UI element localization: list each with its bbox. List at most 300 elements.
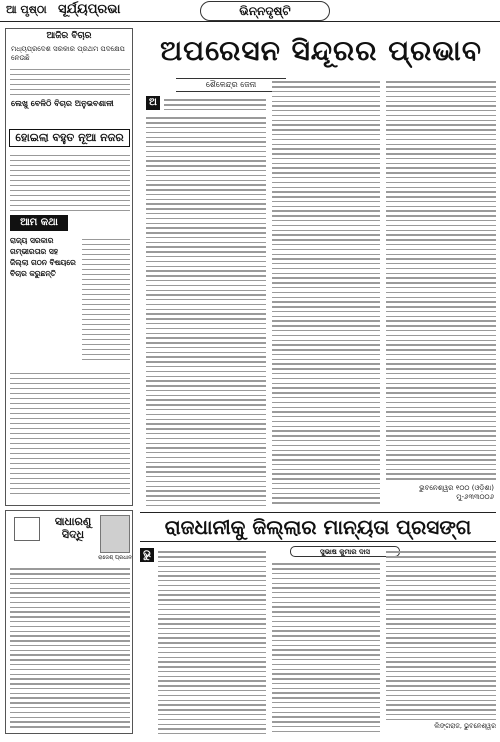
text-line	[158, 714, 266, 715]
text-line	[386, 163, 496, 164]
text-line	[386, 263, 496, 264]
text-line	[10, 578, 130, 579]
second-col3	[386, 548, 496, 720]
text-line	[146, 146, 266, 147]
text-line	[10, 688, 130, 689]
text-line	[386, 220, 496, 221]
main-col1	[146, 114, 266, 506]
text-line	[10, 568, 130, 569]
text-line	[272, 707, 380, 708]
text-line	[272, 430, 380, 431]
text-line	[386, 633, 496, 634]
text-line	[272, 239, 380, 240]
text-line	[272, 120, 380, 121]
text-line	[146, 404, 266, 405]
text-line	[386, 91, 496, 92]
text-line	[386, 580, 496, 581]
text-line	[146, 495, 266, 496]
text-line	[386, 440, 496, 441]
text-line	[146, 433, 266, 434]
text-line	[146, 462, 266, 463]
text-line	[386, 566, 496, 567]
text-line	[272, 621, 380, 622]
text-line	[146, 117, 266, 118]
text-line	[158, 700, 266, 701]
text-line	[158, 590, 266, 591]
text-line	[146, 361, 266, 362]
text-line	[146, 476, 266, 477]
text-line	[146, 251, 266, 252]
text-line	[272, 483, 380, 484]
text-line	[158, 580, 266, 581]
text-line	[10, 707, 130, 708]
aam-side-text	[82, 235, 130, 365]
text-line	[272, 702, 380, 703]
text-line	[272, 359, 380, 360]
text-line	[272, 426, 380, 427]
text-line	[386, 676, 496, 677]
text-line	[386, 234, 496, 235]
text-line	[386, 709, 496, 710]
text-line	[272, 129, 380, 130]
text-line	[158, 724, 266, 725]
text-line	[386, 277, 496, 278]
text-line	[158, 671, 266, 672]
text-line	[272, 407, 380, 408]
text-line	[386, 397, 496, 398]
text-line	[146, 414, 266, 415]
text-line	[10, 592, 130, 593]
text-line	[272, 649, 380, 650]
text-line	[272, 635, 380, 636]
text-line	[158, 676, 266, 677]
text-line	[146, 390, 266, 391]
text-line	[272, 340, 380, 341]
text-line	[386, 426, 496, 427]
text-line	[146, 356, 266, 357]
text-line	[386, 230, 496, 231]
main-col2	[272, 78, 380, 506]
text-line	[386, 614, 496, 615]
text-line	[146, 203, 266, 204]
text-line	[386, 378, 496, 379]
text-line	[10, 611, 130, 612]
text-line	[386, 407, 496, 408]
text-line	[146, 385, 266, 386]
text-line	[386, 637, 496, 638]
text-line	[272, 392, 380, 393]
text-line	[386, 594, 496, 595]
text-line	[386, 244, 496, 245]
text-line	[386, 120, 496, 121]
text-line	[146, 270, 266, 271]
text-line	[272, 158, 380, 159]
text-line	[386, 105, 496, 106]
text-line	[10, 597, 130, 598]
text-line	[386, 719, 496, 720]
newspaper-name: ସୂର୍ଯ୍ୟପ୍ରଭା	[58, 2, 121, 17]
text-line	[272, 215, 380, 216]
text-line	[272, 273, 380, 274]
text-line	[386, 167, 496, 168]
text-line	[272, 254, 380, 255]
text-line	[272, 731, 380, 732]
column-logo-icon	[14, 517, 40, 541]
text-line	[386, 101, 496, 102]
main-col3	[386, 78, 496, 480]
text-line	[272, 440, 380, 441]
text-line	[10, 616, 130, 617]
text-line	[146, 342, 266, 343]
text-line	[146, 419, 266, 420]
text-line	[272, 349, 380, 350]
text-line	[158, 709, 266, 710]
text-line	[272, 488, 380, 489]
text-line	[386, 623, 496, 624]
text-line	[146, 141, 266, 142]
second-headline: ରାଜଧାନୀକୁ ଜିଲ୍ଲାର ମାନ୍ୟତା ପ୍ରସଙ୍ଗ	[140, 512, 496, 542]
text-line	[386, 590, 496, 591]
text-line	[386, 325, 496, 326]
text-line	[146, 151, 266, 152]
text-line	[146, 266, 266, 267]
text-line	[10, 697, 130, 698]
text-line	[272, 602, 380, 603]
text-line	[10, 717, 130, 718]
second-byline: ସୁଭାଷ କୁମାର ଦାସ	[290, 546, 400, 557]
text-line	[272, 411, 380, 412]
text-line	[386, 153, 496, 154]
text-line	[386, 561, 496, 562]
text-line	[272, 659, 380, 660]
text-line	[10, 721, 130, 722]
text-line	[158, 728, 266, 729]
text-line	[272, 669, 380, 670]
text-line	[386, 666, 496, 667]
text-line	[146, 347, 266, 348]
text-line	[386, 335, 496, 336]
left-column	[5, 28, 133, 506]
text-line	[272, 277, 380, 278]
text-line	[272, 163, 380, 164]
text-line	[272, 244, 380, 245]
text-line	[386, 464, 496, 465]
text-line	[272, 587, 380, 588]
text-line	[158, 704, 266, 705]
text-line	[386, 239, 496, 240]
text-line	[146, 337, 266, 338]
text-line	[272, 563, 380, 564]
text-line	[386, 556, 496, 557]
text-line	[272, 210, 380, 211]
text-line	[272, 287, 380, 288]
text-line	[158, 623, 266, 624]
text-line	[272, 712, 380, 713]
text-line	[386, 571, 496, 572]
text-line	[386, 685, 496, 686]
text-line	[272, 335, 380, 336]
text-line	[272, 268, 380, 269]
text-line	[386, 478, 496, 479]
text-line	[386, 647, 496, 648]
text-line	[386, 604, 496, 605]
text-line	[146, 160, 266, 161]
text-line	[272, 683, 380, 684]
text-line	[386, 249, 496, 250]
text-line	[158, 551, 266, 552]
text-line	[386, 225, 496, 226]
text-line	[146, 237, 266, 238]
text-line	[146, 318, 266, 319]
text-line	[272, 249, 380, 250]
text-line	[158, 685, 266, 686]
author-name: ରାଜେଶ୍ ପ୍ରଧାନ	[98, 555, 132, 561]
text-line	[10, 573, 130, 574]
text-line	[146, 490, 266, 491]
text-line	[158, 628, 266, 629]
text-line	[146, 447, 266, 448]
text-line	[10, 669, 130, 670]
sadharanu-text	[10, 565, 130, 731]
text-line	[272, 592, 380, 593]
text-line	[146, 242, 266, 243]
text-line	[272, 320, 380, 321]
text-line	[146, 232, 266, 233]
text-line	[272, 96, 380, 97]
text-line	[272, 354, 380, 355]
text-line	[272, 697, 380, 698]
text-line	[158, 566, 266, 567]
text-line	[272, 220, 380, 221]
left-box-title: ହୋଇଲା ବହୁତ ନୂଆ ନଜର	[9, 129, 130, 147]
text-line	[386, 320, 496, 321]
text-line	[386, 96, 496, 97]
text-line	[146, 486, 266, 487]
text-line	[272, 435, 380, 436]
text-line	[10, 602, 130, 603]
text-line	[146, 199, 266, 200]
text-line	[146, 395, 266, 396]
text-line	[386, 690, 496, 691]
text-line	[386, 454, 496, 455]
text-line	[272, 383, 380, 384]
text-line	[146, 261, 266, 262]
text-line	[386, 680, 496, 681]
text-line	[272, 645, 380, 646]
text-line	[272, 402, 380, 403]
text-line	[146, 309, 266, 310]
text-line	[386, 215, 496, 216]
text-line	[158, 719, 266, 720]
text-line	[272, 664, 380, 665]
text-line	[272, 363, 380, 364]
text-line	[10, 650, 130, 651]
left-quote: ଲେଖୁ ବେଳିଠି ବିଚାର ଅନୁଭବଶାଳୀ	[11, 99, 114, 108]
text-line	[146, 371, 266, 372]
text-line	[272, 454, 380, 455]
main-col1-intro	[164, 96, 266, 112]
text-line	[386, 144, 496, 145]
left-kicker: ଆଜିର ବିଚାର	[46, 31, 92, 41]
text-line	[386, 124, 496, 125]
text-line	[386, 421, 496, 422]
text-line	[386, 473, 496, 474]
text-line	[386, 258, 496, 259]
text-line	[146, 399, 266, 400]
text-line	[10, 674, 130, 675]
text-line	[158, 571, 266, 572]
text-line	[386, 292, 496, 293]
text-line	[272, 478, 380, 479]
text-line	[386, 182, 496, 183]
left-box-text	[10, 151, 130, 213]
second-col2	[272, 560, 380, 734]
text-line	[146, 352, 266, 353]
text-line	[386, 704, 496, 705]
text-line	[272, 306, 380, 307]
text-line	[272, 416, 380, 417]
text-line	[272, 182, 380, 183]
text-line	[386, 618, 496, 619]
text-line	[272, 716, 380, 717]
text-line	[10, 654, 130, 655]
text-line	[386, 430, 496, 431]
text-line	[386, 700, 496, 701]
text-line	[386, 254, 496, 255]
text-line	[386, 340, 496, 341]
text-line	[386, 354, 496, 355]
text-line	[272, 263, 380, 264]
text-line	[386, 115, 496, 116]
text-line	[386, 363, 496, 364]
main-drop-cap: ଅ	[146, 96, 160, 110]
text-line	[272, 101, 380, 102]
text-line	[272, 497, 380, 498]
text-line	[146, 409, 266, 410]
text-line	[146, 471, 266, 472]
text-line	[272, 421, 380, 422]
text-line	[272, 726, 380, 727]
text-line	[146, 466, 266, 467]
text-line	[386, 148, 496, 149]
left-brief: ମଧ୍ୟପ୍ରଦେଶ ସରକାର ପ୍ରଥମ ପଦକ୍ଷେପ ନେଉଛି	[11, 45, 125, 62]
text-line	[158, 690, 266, 691]
text-line	[272, 258, 380, 259]
text-line	[272, 316, 380, 317]
text-line	[272, 502, 380, 503]
text-line	[272, 191, 380, 192]
text-line	[386, 373, 496, 374]
text-line	[386, 657, 496, 658]
text-line	[272, 297, 380, 298]
text-line	[386, 301, 496, 302]
text-line	[386, 609, 496, 610]
text-line	[386, 599, 496, 600]
text-line	[272, 688, 380, 689]
text-line	[158, 561, 266, 562]
text-line	[146, 299, 266, 300]
text-line	[272, 654, 380, 655]
text-line	[10, 635, 130, 636]
text-line	[386, 330, 496, 331]
text-line	[146, 127, 266, 128]
text-line	[386, 671, 496, 672]
text-line	[10, 712, 130, 713]
text-line	[386, 661, 496, 662]
text-line	[10, 607, 130, 608]
text-line	[10, 726, 130, 727]
text-line	[272, 473, 380, 474]
text-line	[386, 392, 496, 393]
text-line	[386, 86, 496, 87]
text-line	[386, 196, 496, 197]
text-line	[272, 597, 380, 598]
text-line	[146, 175, 266, 176]
text-line	[386, 268, 496, 269]
text-line	[272, 611, 380, 612]
second-drop-cap: ଭୁ	[140, 548, 154, 562]
text-line	[272, 606, 380, 607]
text-line	[386, 316, 496, 317]
text-line	[386, 585, 496, 586]
text-line	[158, 642, 266, 643]
text-line	[158, 609, 266, 610]
text-line	[146, 280, 266, 281]
text-line	[272, 230, 380, 231]
text-line	[386, 187, 496, 188]
text-line	[272, 459, 380, 460]
text-line	[146, 457, 266, 458]
text-line	[146, 227, 266, 228]
text-line	[272, 568, 380, 569]
aam-katha-body: ରାଜ୍ୟ ସରକାର ଗମ୍ଭୀରତାର ସହ ଜିଲ୍ଲା ଗଠନ ବିଷୟରେ ବିଚାର କରୁଛନ୍ତି	[10, 236, 76, 278]
text-line	[146, 194, 266, 195]
text-line	[146, 505, 266, 506]
text-line	[386, 642, 496, 643]
text-line	[272, 378, 380, 379]
text-line	[272, 445, 380, 446]
text-line	[386, 714, 496, 715]
text-line	[158, 666, 266, 667]
text-line	[158, 733, 266, 734]
text-line	[146, 180, 266, 181]
text-line	[272, 626, 380, 627]
text-line	[272, 148, 380, 149]
text-line	[386, 411, 496, 412]
text-line	[146, 423, 266, 424]
text-line	[158, 647, 266, 648]
text-line	[386, 435, 496, 436]
text-line	[386, 311, 496, 312]
section-tag: ଭିନ୍ନଦୃଷ୍ଟି	[200, 1, 330, 21]
text-line	[146, 313, 266, 314]
text-line	[10, 583, 130, 584]
text-line	[272, 493, 380, 494]
text-line	[386, 297, 496, 298]
text-line	[146, 294, 266, 295]
text-line	[386, 129, 496, 130]
text-line	[386, 206, 496, 207]
text-line	[146, 438, 266, 439]
text-line	[386, 445, 496, 446]
main-signoff	[376, 484, 494, 502]
text-line	[386, 287, 496, 288]
text-line	[272, 167, 380, 168]
text-line	[146, 323, 266, 324]
text-line	[158, 575, 266, 576]
text-line	[272, 368, 380, 369]
second-col1	[158, 548, 266, 734]
